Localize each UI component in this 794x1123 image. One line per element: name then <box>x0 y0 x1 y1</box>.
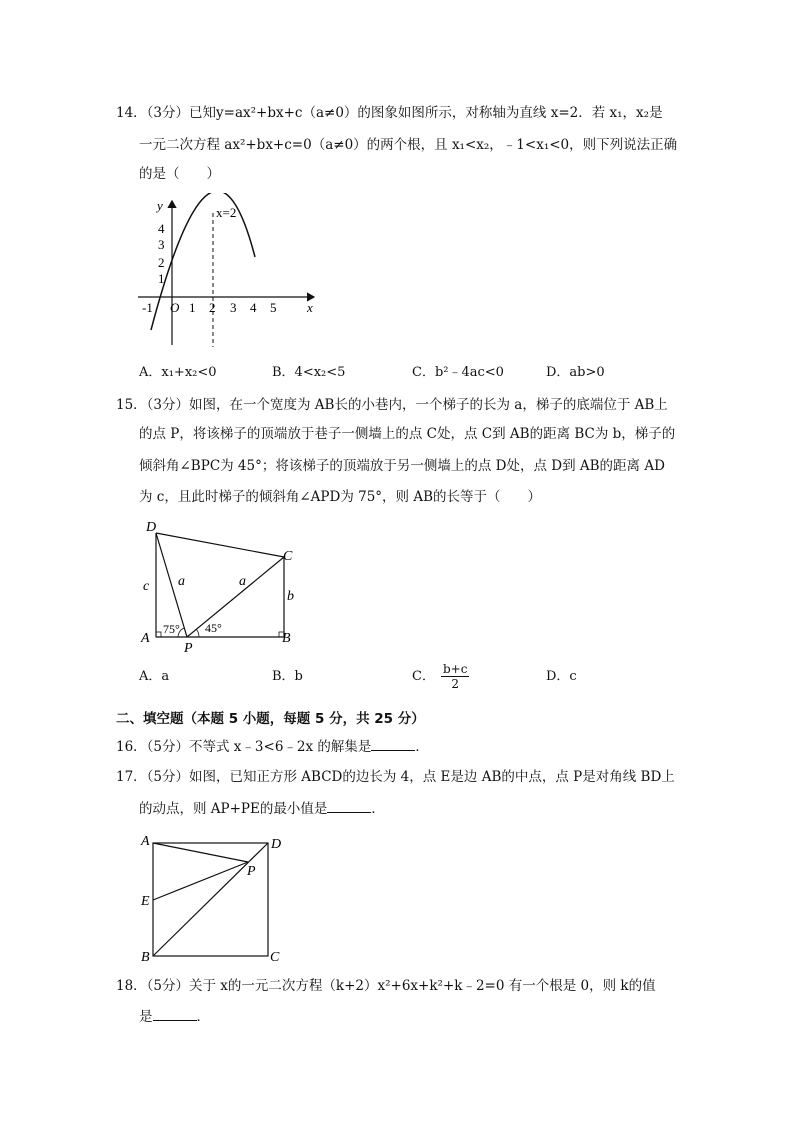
segment-ap <box>153 843 248 862</box>
x-tick-5: 5 <box>270 300 277 315</box>
fraction-denominator: 2 <box>451 677 459 691</box>
x-tick-1: 1 <box>189 300 196 315</box>
q18-end: ． <box>196 1009 210 1025</box>
q17-end: ． <box>371 801 385 817</box>
q14-option-a[interactable]: A．x₁+x₂<0 <box>139 365 217 380</box>
label-ladder-a2: a <box>239 574 246 589</box>
y-tick-4: 4 <box>158 221 165 236</box>
q15-line3: 倾斜角∠BPC为 45°；将该梯子的顶端放于另一侧墙上的点 D处，点 D到 AB的距离 AD <box>139 458 665 474</box>
q15-option-a[interactable]: A．a <box>139 669 170 684</box>
label-e: E <box>141 894 150 909</box>
q16-text: 16．（5分）不等式 x﹣3<6﹣2x 的解集是 <box>116 739 372 755</box>
ladder-pc <box>187 557 284 637</box>
x-tick-neg1: -1 <box>142 300 153 315</box>
y-tick-1: 1 <box>158 271 165 286</box>
q17-line1: 17．（5分）如图，已知正方形 ABCD的边长为 4，点 E是边 AB的中点，点 P是对角线 BD上 <box>116 769 675 785</box>
q15-line1: 15．（3分）如图，在一个宽度为 AB长的小巷内，一个梯子的长为 a，梯子的底端位于 AB上 <box>116 397 668 413</box>
segment-dc <box>156 533 284 557</box>
q17-line2-wrap <box>139 800 385 818</box>
label-b: B <box>282 631 291 646</box>
q15-option-c[interactable] <box>412 662 469 691</box>
label-side-b: b <box>287 589 294 604</box>
fraction-numerator: b+c <box>442 662 468 676</box>
q17-answer-blank[interactable] <box>327 800 371 813</box>
label-side-c: c <box>143 579 150 594</box>
q16-line <box>116 738 429 756</box>
segment-ep <box>153 862 248 900</box>
label-d: D <box>146 520 157 535</box>
label-c: C <box>270 950 280 965</box>
q16-end: ． <box>415 739 429 755</box>
y-tick-2: 2 <box>158 255 165 270</box>
q16-answer-blank[interactable] <box>371 738 415 751</box>
label-ladder-a1: a <box>178 574 185 589</box>
label-angle-75: 75° <box>163 622 180 636</box>
q18-line2: 是 <box>139 1009 153 1025</box>
q14-option-c[interactable]: C．b²﹣4ac<0 <box>412 365 504 380</box>
x-tick-2: 2 <box>209 300 216 315</box>
q14-line1: 14．（3分）已知y=ax²+bx+c（a≠0）的图象如图所示，对称轴为直线 x=2．若 x₁，x₂是 <box>116 105 663 121</box>
origin-label: O <box>170 300 180 315</box>
label-p: P <box>184 641 193 655</box>
section-2-heading: 二、填空题（本题 5 小题，每题 5 分，共 25 分） <box>116 711 425 727</box>
y-axis-label: y <box>157 198 163 213</box>
label-d: D <box>271 837 282 852</box>
symmetry-axis-label: x=2 <box>216 205 237 220</box>
q15-option-c-fraction <box>441 662 469 691</box>
q15-line2: 的点 P，将该梯子的顶端放于巷子一侧墙上的点 C处，点 C到 AB的距离 BC为 b，梯子的 <box>139 426 676 442</box>
q18-line1: 18．（5分）关于 x的一元二次方程（k+2）x²+6x+k²+k﹣2=0 有一个根是 0，则 k的值 <box>116 978 656 994</box>
q15-option-b[interactable]: B．b <box>272 669 303 684</box>
label-angle-45: 45° <box>205 621 222 635</box>
q18-answer-blank[interactable] <box>153 1008 197 1021</box>
q18-line2-wrap <box>139 1008 210 1026</box>
label-a: A <box>141 631 150 646</box>
q15-option-d[interactable]: D．c <box>546 669 577 684</box>
q14-line3: 的是（ ） <box>139 166 220 182</box>
q17-square-figure <box>138 830 290 965</box>
label-c: C <box>283 549 293 564</box>
diagonal-bd <box>153 843 268 956</box>
q15-option-c-prefix: C． <box>412 668 435 684</box>
y-tick-3: 3 <box>158 237 165 252</box>
q15-line4: 为 c，且此时梯子的倾斜角∠APD为 75°，则 AB的长等于（ ） <box>139 489 542 505</box>
angle-arc-45 <box>196 629 199 637</box>
parabola-curve <box>151 193 255 330</box>
x-tick-4: 4 <box>250 300 257 315</box>
q15-ladder-figure <box>138 513 303 655</box>
x-axis-label: x <box>307 300 313 315</box>
x-tick-3: 3 <box>230 300 237 315</box>
label-a: A <box>141 834 150 849</box>
q14-option-b[interactable]: B．4<x₂<5 <box>272 365 346 380</box>
label-p: P <box>247 864 256 879</box>
q17-line2: 的动点，则 AP+PE的最小值是 <box>139 801 328 817</box>
q14-parabola-graph <box>135 193 325 353</box>
right-angle-a <box>156 632 161 637</box>
q14-option-d[interactable]: D．ab>0 <box>546 365 605 380</box>
label-b: B <box>141 950 150 965</box>
q14-line2: 一元二次方程 ax²+bx+c=0（a≠0）的两个根，且 x₁<x₂，﹣1<x₁<0，则下列说法正确 <box>139 137 678 153</box>
